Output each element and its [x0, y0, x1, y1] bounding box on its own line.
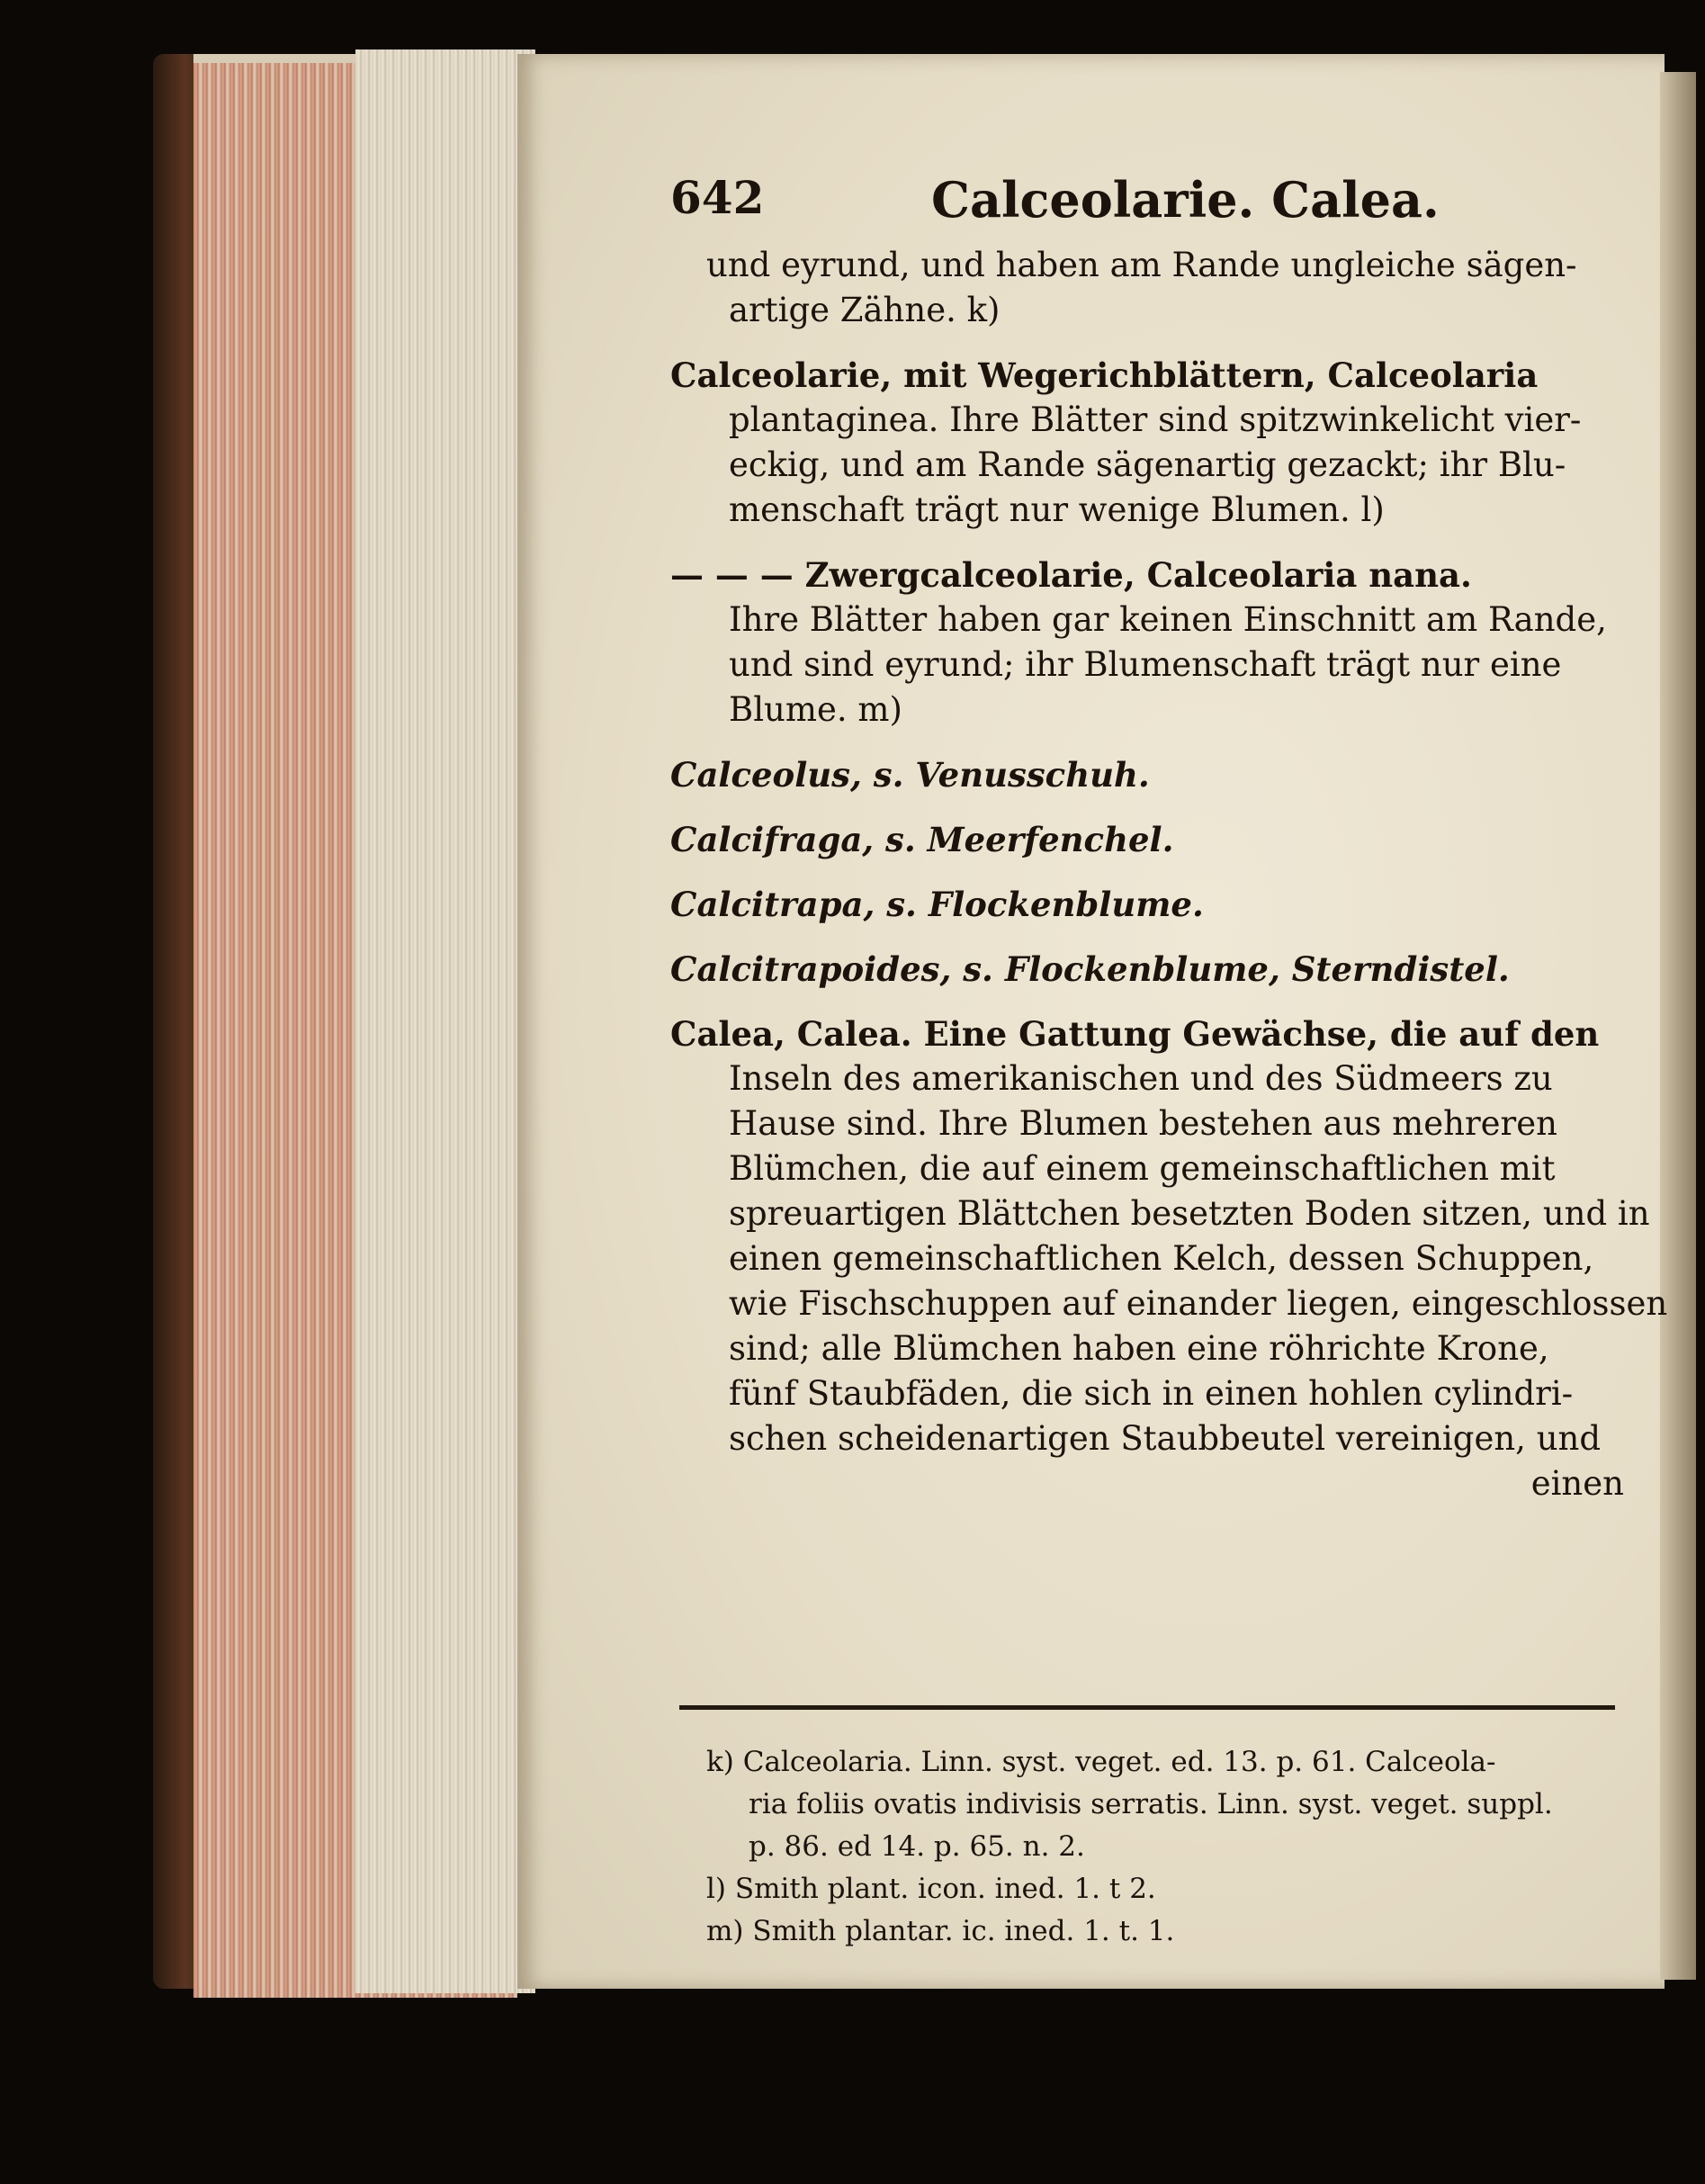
- footnote-divider: [679, 1705, 1615, 1710]
- entry-zwergcalceolarie: [670, 553, 1624, 732]
- page-title: Calceolarie. Calea.: [931, 171, 1440, 229]
- entry-heading-line: Calcifraga, s. Meerfenchel.: [670, 820, 1174, 859]
- text-line: artige Zähne. k): [729, 291, 1001, 329]
- entry-heading-line: Calcitrapa, s. Flockenblume.: [670, 885, 1204, 924]
- text-line: menschaft trägt nur wenige Blumen. l): [729, 490, 1385, 529]
- text-line: Inseln des amerikanischen und des Südmeers zu: [729, 1059, 1553, 1098]
- entry-calceolarie-wegerich: [670, 353, 1624, 533]
- text-line: Hause sind. Ihre Blumen bestehen aus mehreren: [729, 1104, 1557, 1143]
- entry-heading-line: Calceolarie, mit Wegerichblättern, Calceolaria: [670, 355, 1539, 395]
- text-line: einen gemeinschaftlichen Kelch, dessen Schuppen,: [729, 1239, 1594, 1278]
- entry-continuation: [670, 243, 1624, 333]
- text-line: Blümchen, die auf einem gemeinschaftlichen mit: [729, 1149, 1556, 1188]
- text-line: Blume. m): [729, 690, 902, 729]
- entry-heading-line: Calceolus, s. Venusschuh.: [670, 755, 1150, 795]
- entry-calcitrapoides: [670, 947, 1624, 992]
- footnote-m: m) Smith plantar. ic. ined. 1. t. 1.: [706, 1915, 1175, 1947]
- text-line: wie Fischschuppen auf einander liegen, eingeschlossen: [729, 1284, 1668, 1323]
- footnotes: [706, 1741, 1624, 1953]
- text-line: spreuartigen Blättchen besetzten Boden sitzen, und in: [729, 1194, 1650, 1233]
- footnote-line: p. 86. ed 14. p. 65. n. 2.: [749, 1830, 1085, 1863]
- footnote-k: k) Calceolaria. Linn. syst. veget. ed. 13. p. 61. Calceola-: [706, 1746, 1496, 1778]
- page-header: [670, 162, 1624, 243]
- catchword: einen: [1530, 1464, 1624, 1503]
- page-stack: [355, 49, 535, 1993]
- entry-calcitrapa: [670, 882, 1624, 927]
- text-line: und eyrund, und haben am Rande ungleiche sägen-: [706, 246, 1577, 284]
- entry-calcifraga: [670, 817, 1624, 862]
- text-line: sind; alle Blümchen haben eine röhrichte Krone,: [729, 1329, 1549, 1368]
- text-line: fünf Staubfäden, die sich in einen hohlen cylindri-: [729, 1374, 1574, 1413]
- entry-heading-line: — — — Zwergcalceolarie, Calceolaria nana.: [670, 555, 1472, 595]
- text-line: Ihre Blätter haben gar keinen Einschnitt am Rande,: [729, 600, 1607, 639]
- text-line: und sind eyrund; ihr Blumenschaft trägt nur eine: [729, 645, 1562, 684]
- page-number: 642: [670, 171, 765, 224]
- entry-heading-line: Calea, Calea. Eine Gattung Gewächse, die auf den: [670, 1014, 1600, 1054]
- page-content: [670, 162, 1668, 1526]
- text-line: eckig, und am Rande sägenartig gezackt; ihr Blu-: [729, 445, 1566, 484]
- text-line: plantaginea. Ihre Blätter sind spitzwinkelicht vier-: [729, 400, 1582, 439]
- footnote-line: ria foliis ovatis indivisis serratis. Linn. syst. veget. suppl.: [749, 1788, 1553, 1820]
- entry-calea: [670, 1011, 1668, 1506]
- entry-calceolus: [670, 752, 1624, 797]
- text-line: schen scheidenartigen Staubbeutel vereinigen, und: [729, 1419, 1602, 1458]
- entry-heading-line: Calcitrapoides, s. Flockenblume, Sterndistel.: [670, 949, 1510, 989]
- facing-page-edge: [1660, 72, 1696, 1980]
- footnote-l: l) Smith plant. icon. ined. 1. t 2.: [706, 1873, 1156, 1905]
